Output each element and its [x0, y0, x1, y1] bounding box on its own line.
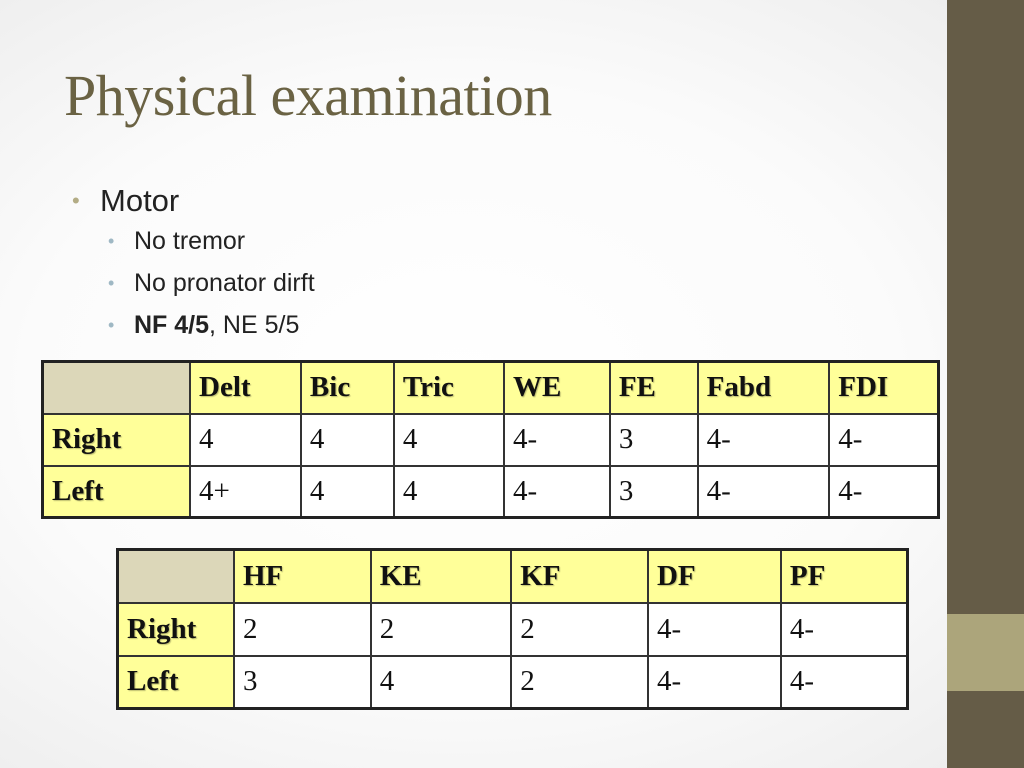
bullet-dot-icon: •	[72, 188, 80, 213]
table-cell: 2	[234, 603, 371, 656]
column-header: PF	[781, 550, 908, 603]
bullet-dot-icon: •	[108, 230, 115, 251]
bullet-motor	[72, 182, 315, 220]
table-cell: 4-	[648, 603, 781, 656]
row-header: Right	[43, 414, 191, 466]
table-cell: 4-	[698, 414, 830, 466]
sub-bullet-tremor	[72, 220, 315, 262]
table-cell: 4-	[781, 603, 908, 656]
table-cell: 4-	[504, 466, 610, 518]
column-header: Tric	[394, 362, 504, 414]
table-cell: 4	[301, 466, 394, 518]
bullet-dot-icon: •	[108, 272, 115, 293]
row-header: Left	[118, 656, 235, 709]
sub-bullet-label: No tremor	[134, 226, 246, 255]
row-header: Right	[118, 603, 235, 656]
table-cell: 4-	[698, 466, 830, 518]
table-corner-cell	[118, 550, 235, 603]
column-header: FE	[610, 362, 698, 414]
table-corner-cell	[43, 362, 191, 414]
table-cell: 3	[234, 656, 371, 709]
table-cell: 4-	[504, 414, 610, 466]
table-cell: 4	[190, 414, 301, 466]
table-cell: 4	[394, 466, 504, 518]
table-header-row	[43, 362, 939, 414]
sub-bullet-label	[134, 311, 299, 340]
column-header: FDI	[829, 362, 938, 414]
side-accent-block	[947, 614, 1024, 691]
bullet-dot-icon: •	[108, 314, 115, 335]
bullet-label: Motor	[100, 183, 180, 218]
slide-title: Physical examination	[64, 63, 552, 128]
table-cell: 4	[371, 656, 512, 709]
lower-extremity-table	[116, 548, 909, 710]
table-row	[43, 414, 939, 466]
column-header: KE	[371, 550, 512, 603]
table-cell: 2	[511, 603, 648, 656]
column-header: KF	[511, 550, 648, 603]
sub-bullet-bold: NF 4/5	[134, 310, 210, 339]
row-header: Left	[43, 466, 191, 518]
table-cell: 3	[610, 466, 698, 518]
bullet-list	[72, 182, 315, 346]
sub-bullet-pronator	[72, 262, 315, 304]
table-cell: 4	[394, 414, 504, 466]
sub-bullet-strength	[72, 304, 315, 346]
column-header: HF	[234, 550, 371, 603]
table-row	[118, 656, 908, 709]
table-cell: 4-	[829, 466, 938, 518]
table-cell: 2	[511, 656, 648, 709]
column-header: Bic	[301, 362, 394, 414]
table-row	[118, 603, 908, 656]
table-cell: 4	[301, 414, 394, 466]
column-header: WE	[504, 362, 610, 414]
table-cell: 4-	[648, 656, 781, 709]
table-header-row	[118, 550, 908, 603]
upper-extremity-table	[41, 360, 940, 519]
column-header: Delt	[190, 362, 301, 414]
table-cell: 4+	[190, 466, 301, 518]
table-row	[43, 466, 939, 518]
column-header: DF	[648, 550, 781, 603]
column-header: Fabd	[698, 362, 830, 414]
table-cell: 4-	[781, 656, 908, 709]
sub-bullet-rest: , NE 5/5	[209, 310, 300, 339]
table-cell: 3	[610, 414, 698, 466]
table-cell: 2	[371, 603, 512, 656]
table-cell: 4-	[829, 414, 938, 466]
sub-bullet-label: No pronator dirft	[134, 268, 315, 297]
